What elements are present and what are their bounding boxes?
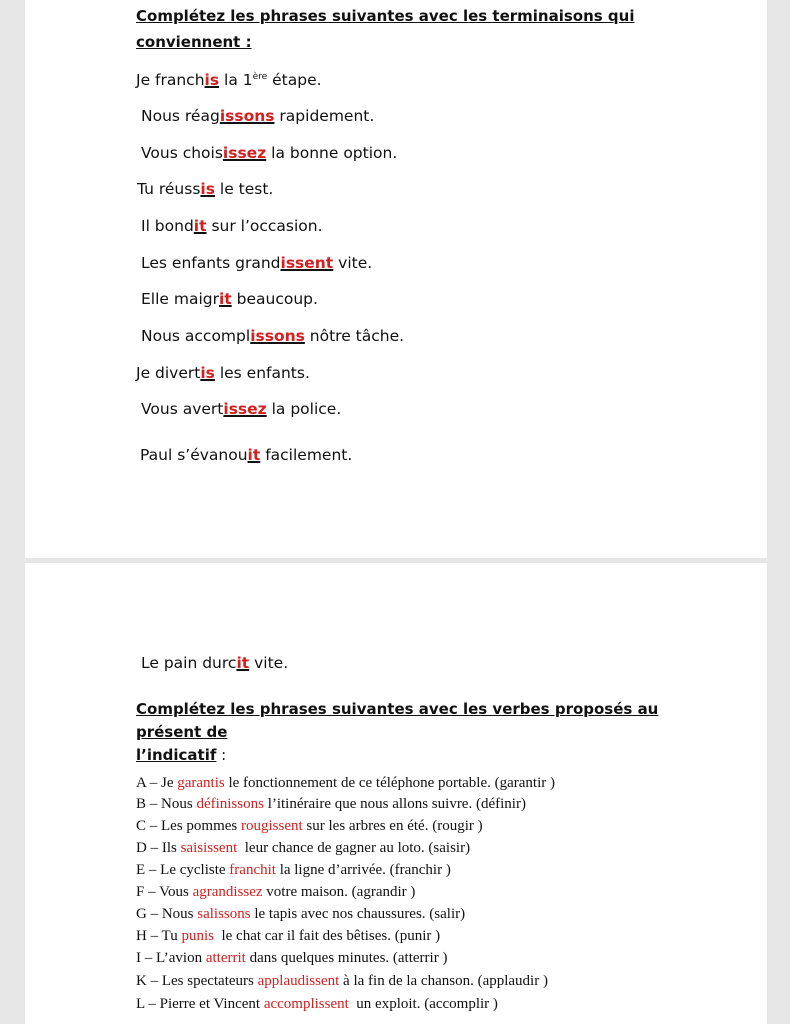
exercise1-sentence-4 — [137, 179, 273, 199]
sentence-ending: it — [193, 217, 207, 235]
item-text: le fonctionnement de ce téléphone portable. (garantir ) — [224, 775, 556, 791]
sentence-text: étape. — [267, 71, 322, 89]
item-text: la ligne d’arrivée. (franchir ) — [275, 862, 451, 878]
item-text: leur chance de gagner au loto. (saisir) — [237, 840, 471, 856]
item-text: H – Tu — [136, 928, 182, 944]
item-text: F – Vous — [136, 884, 193, 900]
sentence-text: Nous réag — [141, 107, 220, 125]
sentence-ending: is — [204, 71, 220, 89]
exercise1-title-line2: conviennent : — [136, 33, 252, 51]
sentence-text: Vous avert — [141, 400, 224, 418]
exercise1-sentence-9 — [136, 363, 310, 383]
sentence-text: les enfants. — [214, 364, 310, 382]
item-text: l’itinéraire que nous allons suivre. (définir) — [263, 796, 526, 812]
sentence-text: sur l’occasion. — [206, 217, 323, 235]
item-verb: agrandissez — [192, 884, 263, 900]
exercise2-item-c — [136, 816, 483, 836]
sentence-ending: issent — [280, 254, 334, 272]
item-verb: applaudissent — [257, 973, 340, 989]
item-verb: atterrit — [205, 950, 246, 966]
item-verb: salissons — [197, 906, 251, 922]
sentence-ending: issez — [223, 400, 267, 418]
sentence-ending: is — [200, 180, 215, 198]
superscript: ère — [252, 71, 268, 82]
item-text: le tapis avec nos chaussures. (salir) — [250, 906, 466, 922]
item-text: votre maison. (agrandir ) — [262, 884, 416, 900]
sentence-text: Vous chois — [141, 144, 223, 162]
sentence-text: beaucoup. — [231, 290, 318, 308]
sentence-text: Les enfants grand — [141, 254, 281, 272]
sentence-ending: issons — [219, 107, 275, 125]
exercise1-sentence-3 — [141, 143, 397, 163]
exercise2-item-k — [136, 971, 548, 991]
sentence-text: rapidement. — [274, 107, 375, 125]
exercise1-sentence-7 — [141, 289, 318, 309]
sentence-ending: it — [218, 290, 232, 308]
item-verb: accomplissent — [263, 996, 349, 1012]
item-verb: franchit — [229, 862, 276, 878]
exercise2-item-i — [136, 948, 447, 968]
sentence-text: vite. — [249, 654, 289, 672]
document-page-2 — [25, 563, 767, 1024]
sentence-text: Paul s’évanou — [140, 446, 248, 464]
item-text: le chat car il fait des bêtises. (punir ) — [213, 928, 441, 944]
item-text: E – Le cycliste — [136, 862, 230, 878]
item-verb: garantis — [177, 775, 225, 791]
exercise2-item-g — [136, 904, 465, 924]
sentence-text: la bonne option. — [266, 144, 398, 162]
sentence-text: Je divert — [136, 364, 201, 382]
sentence-text: nôtre tâche. — [304, 327, 405, 345]
exercise2-title-line3: l’indicatif — [136, 746, 217, 764]
item-text: sur les arbres en été. (rougir ) — [302, 818, 483, 834]
exercise2-item-e — [136, 860, 451, 880]
sentence-text: la 1 — [219, 71, 253, 89]
exercise2-item-l — [136, 994, 498, 1014]
exercise2-title-line2: présent de — [136, 723, 228, 741]
item-text: L – Pierre et Vincent — [136, 996, 264, 1012]
exercise2-title-line1: Complétez les phrases suivantes avec les verbes proposés au — [136, 700, 659, 718]
sentence-text: Nous accompl — [141, 327, 251, 345]
exercise1-sentence-11 — [140, 445, 352, 465]
sentence-text: facilement. — [260, 446, 353, 464]
sentence-ending: it — [247, 446, 261, 464]
item-text: I – L’avion — [136, 950, 206, 966]
sentence-text: Il bond — [141, 217, 194, 235]
exercise2-title-line3-row — [136, 745, 226, 766]
item-verb: punis — [181, 928, 214, 944]
sentence-ending: issez — [222, 144, 267, 162]
exercise1-title-line1: Complétez les phrases suivantes avec les terminaisons qui — [136, 7, 635, 25]
item-text: A – Je — [136, 775, 178, 791]
exercise1-sentence-10 — [141, 399, 341, 419]
item-text: G – Nous — [136, 906, 198, 922]
sentence-ending: is — [200, 364, 215, 382]
sentence-text: Tu réuss — [137, 180, 201, 198]
sentence-text: le test. — [214, 180, 274, 198]
sentence-text: Elle maigr — [141, 290, 219, 308]
sentence-text: Je franch — [136, 71, 205, 89]
sentence-text: vite. — [333, 254, 373, 272]
exercise1-sentence-12 — [141, 653, 288, 673]
item-verb: rougissent — [241, 818, 303, 834]
exercise2-item-f — [136, 882, 415, 902]
item-text: K – Les spectateurs — [136, 973, 258, 989]
exercise1-sentence-6 — [141, 253, 372, 273]
sentence-text: la police. — [266, 400, 342, 418]
item-text: D – Ils — [136, 840, 181, 856]
item-text: C – Les pommes — [136, 818, 241, 834]
sentence-text: Le pain durc — [141, 654, 237, 672]
exercise2-title-suffix: : — [216, 746, 227, 764]
exercise2-item-h — [136, 926, 440, 946]
exercise2-item-b — [136, 794, 526, 814]
exercise2-item-d — [136, 838, 470, 858]
document-page-1 — [25, 0, 767, 558]
item-text: dans quelques minutes. (atterrir ) — [245, 950, 448, 966]
exercise2-item-a — [136, 773, 555, 793]
item-verb: définissons — [196, 796, 264, 812]
sentence-ending: issons — [250, 327, 305, 345]
exercise1-sentence-5 — [141, 216, 323, 236]
item-text: à la fin de la chanson. (applaudir ) — [339, 973, 548, 989]
sentence-ending: it — [236, 654, 250, 672]
exercise1-sentence-2 — [141, 106, 374, 126]
item-verb: saisissent — [180, 840, 238, 856]
exercise1-sentence-1 — [136, 70, 322, 90]
exercise1-sentence-8 — [141, 326, 404, 346]
item-text: B – Nous — [136, 796, 197, 812]
item-text: un exploit. (accomplir ) — [348, 996, 498, 1012]
